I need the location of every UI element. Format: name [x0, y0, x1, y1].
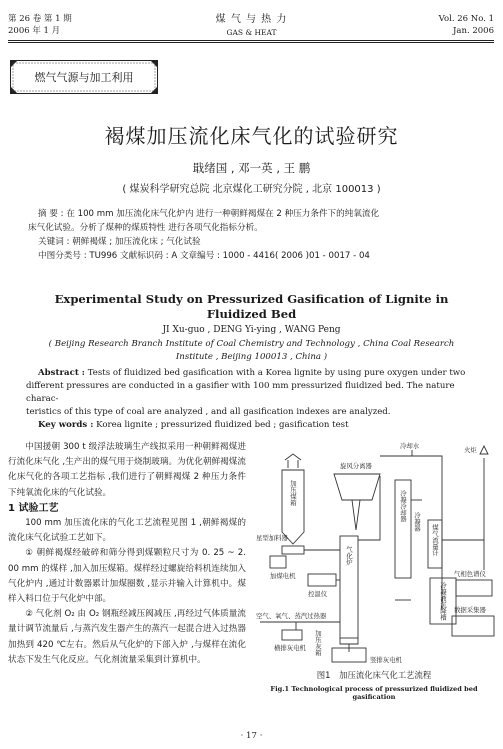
label-coal-motor: 加煤电机: [270, 572, 296, 580]
label-pressurized-coal-bin: 加压煤箱: [289, 480, 297, 506]
label-cooling-water: 冷却水: [400, 442, 420, 450]
keywords-cn: 朝鲜褐煤 ; 加压流化床 ; 气化试验: [72, 237, 201, 247]
label-condensing-cooler: 冷凝冷却器: [399, 490, 407, 522]
label-ash-motor-horizontal: 横排灰电机: [274, 644, 306, 652]
label-condenser: 冷凝器: [413, 512, 421, 532]
title-cn: 褐煤加压流化床气化的试验研究: [104, 124, 399, 148]
volume-issue-en: Vol. 26 No. 1: [438, 14, 494, 24]
keywords-en: Korea lignite ; pressurized fluidized bed ; gasification test: [96, 420, 349, 430]
label-star-feeder: 星型加料器: [256, 534, 288, 542]
label-condensate-tank: 冷凝液沉降槽: [439, 582, 447, 621]
section-banner: [10, 60, 158, 94]
figure-caption-cn: [252, 669, 496, 681]
journal-name-en: GAS & HEAT: [226, 28, 277, 37]
label-ash-motor-vertical: 竖排灰电机: [370, 656, 402, 664]
header-rule-thin: [8, 42, 494, 43]
abstract-cn: [28, 207, 476, 263]
label-temp-controller: 控温仪: [308, 590, 328, 598]
classification-cn: 中图分类号 : TU996 文献标识码 : A 文章编号 : 1000 - 4416( 2006 )01 - 0017 - 04: [38, 251, 370, 261]
abstract-en-l3: teristics of this type of coal are analyzed , and all gasification indexes are analyzed.: [26, 407, 391, 417]
abstract-cn-text1: 在 100 mm 加压流化床气化炉内 进行一种朝鲜褐煤在 2 种压力条件下的纯氧流化: [66, 209, 380, 219]
figure-1: [252, 440, 496, 702]
affiliation-en-line2: Institute , Beijing 100013 , China ): [175, 352, 328, 362]
banner-text: 燃气气源与加工利用: [34, 71, 134, 84]
label-gasifier: 气化炉: [345, 546, 353, 566]
abstract-en-label: Abstract :: [38, 368, 85, 378]
section-heading-1: 1 试验工艺: [8, 502, 59, 514]
page-number: · 17 ·: [240, 731, 263, 741]
title-en-line1: Experimental Study on Pressurized Gasification of Lignite in: [54, 292, 449, 306]
label-pressurized-ash-bin: 加压灰箱: [314, 630, 322, 656]
figure-caption-en: Fig.1 Technological process of pressurized fluidized bed gasification: [270, 685, 478, 701]
body-paragraph-3: ① 朝鲜褐煤经破碎和筛分得到煤颗粒尺寸为 0. 25 ~ 2. 00 mm 的煤样 ,加入加压煤箱。煤样经过螺旋给料机连续加入气化炉内 ,通过计数器累计加煤圈数 ,显示并输入计算机中。煤样入料口位于气化炉中部。: [8, 548, 246, 605]
body-paragraph-4: ② 气化剂 O₂ 由 O₂ 钢瓶经减压阀减压 ,再经过气体质量流量计调节流量后 ,与蒸汽发生器产生的蒸汽一起混合进入过热器加热到 420 ℃左右。然后从气化炉的下部入炉 ,与煤样在流化状态下发生气化反应。气化剂流量采集到计算机中。: [8, 609, 246, 665]
authors-cn: 戢绪国 , 邓一英 , 王 鹏: [192, 161, 311, 175]
abstract-cn-text2: 床气化试验。分析了煤种的煤质特性 进行各项气化指标分析。: [28, 223, 263, 233]
label-gas-flow-meter: 煤气流量计: [431, 524, 439, 556]
keywords-en-label: Key words :: [38, 420, 94, 430]
label-chromatograph: 气相色谱仪: [454, 570, 486, 578]
process-flow-diagram: [252, 440, 496, 665]
body-paragraph-2: 100 mm 加压流化床的气化工艺流程见图 1 ,朝鲜褐煤的流化床气化试验工艺如下。: [8, 518, 246, 544]
title-en-line2: Fluidized Bed: [206, 307, 297, 321]
abstract-en-l2: different pressures are conducted in a gasifier with 100 mm pressurized fluidized bed. The nature charac-: [26, 381, 455, 404]
body-column-left: [8, 440, 246, 668]
figure-caption-cn-text: 加压流化床气化工艺流程: [339, 670, 432, 680]
label-flare: 火炬: [464, 446, 477, 454]
keywords-cn-label: 关键词 :: [38, 237, 70, 247]
affiliation-cn: ( 煤炭科学研究总院 北京煤化工研究分院 , 北京 100013 ): [122, 184, 381, 195]
label-daq: 数据采集器: [454, 606, 486, 614]
affiliation-en-line1: ( Beijing Research Branch Institute of Coal Chemistry and Technology , China Coal Research: [48, 339, 455, 349]
volume-issue-cn: 第 26 卷 第 1 期: [8, 14, 72, 24]
date-en: Jan. 2006: [453, 26, 494, 36]
authors-en: JI Xu-guo , DENG Yi-ying , WANG Peng: [162, 325, 341, 335]
label-air-oxygen-steam: 空气、氧气、蒸汽过热器: [256, 612, 327, 620]
date-cn: 2006 年 1 月: [8, 26, 61, 36]
abstract-en: [26, 367, 478, 432]
abstract-cn-label: 摘 要 :: [38, 209, 64, 219]
abstract-en-l1: Tests of fluidized bed gasification with a Korea lignite by using pure oxygen under two: [87, 368, 466, 378]
figure-number-cn: 图1: [316, 670, 331, 680]
header-rule: [8, 40, 494, 41]
body-paragraph-1: 中国援朝 300 t 级浮法玻璃生产线拟采用一种朝鲜褐煤进行流化床气化 ,生产出的煤气用于烧制玻璃。为优化朝鲜褐煤流化床气化的各项工艺指标 ,我们进行了朝鲜褐煤 2 种压力条件下纯氧流化床的气化试验。: [8, 442, 246, 498]
journal-name-cn: 煤 气 与 热 力: [215, 14, 288, 25]
label-cyclone: 旋风分离器: [340, 462, 372, 470]
